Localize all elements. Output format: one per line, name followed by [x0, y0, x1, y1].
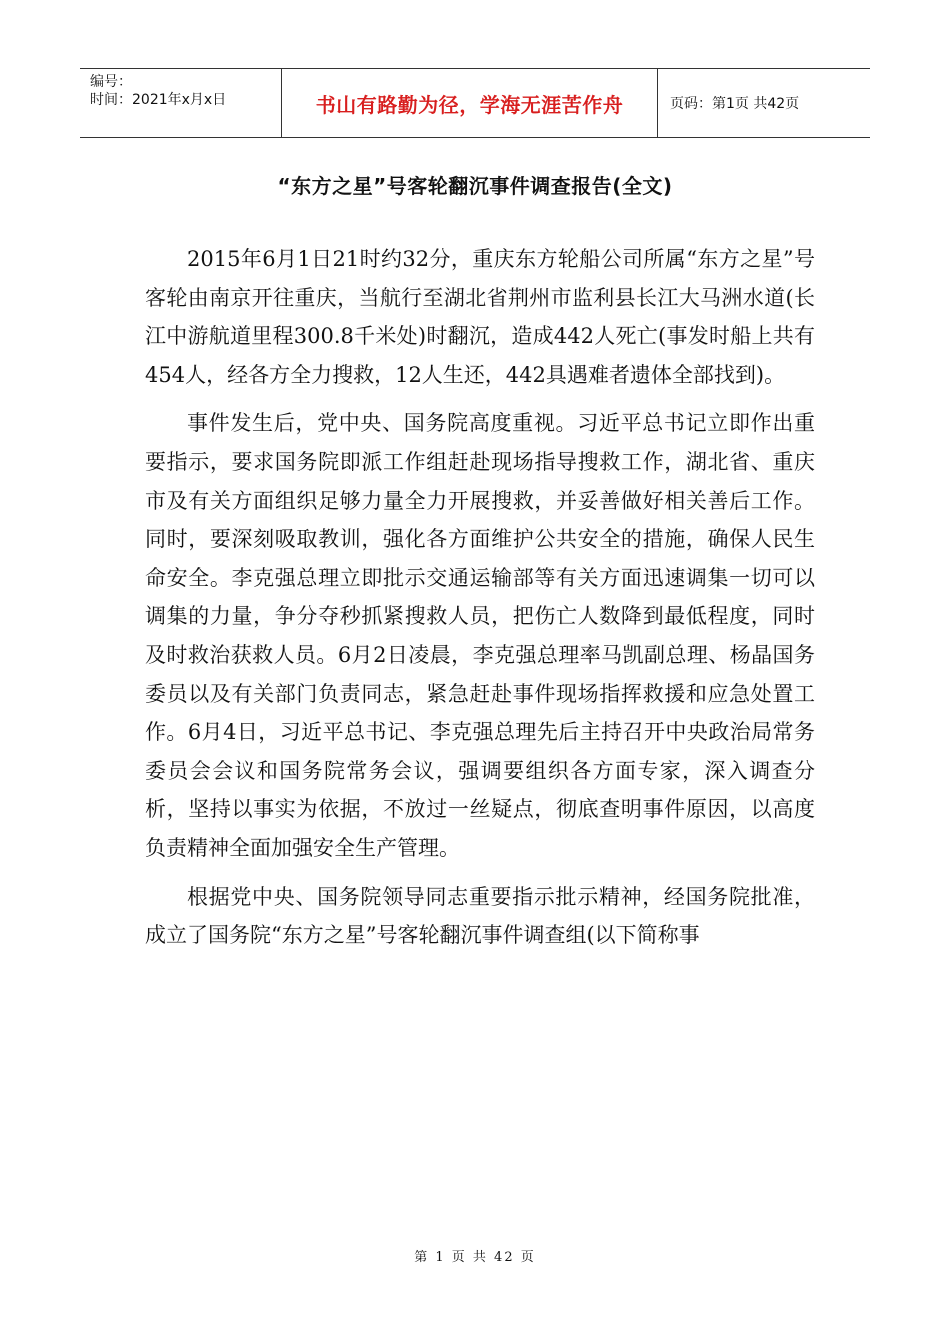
document-title: “东方之星”号客轮翻沉事件调查报告(全文)	[277, 174, 673, 198]
header-page-info: 页码：第1页 共42页	[670, 96, 800, 112]
paragraph: 事件发生后，党中央、国务院高度重视。习近平总书记立即作出重要指示，要求国务院即派工作组赶赴现场指导搜救工作，湖北省、重庆市及有关方面组织足够力量全力开展搜救，并妥善做好相关善后工作。同时，要深刻吸取教训，强化各方面维护公共安全的措施，确保人民生命安全。李克强总理立即批示交通运输部等有关方面迅速调集一切可以调集的力量，争分夺秒抓紧搜救人员，把伤亡人数降到最低程度，同时及时救治获救人员。6月2日凌晨，李克强总理率马凯副总理、杨晶国务委员以及有关部门负责同志，紧急赶赴事件现场指挥救援和应急处置工作。6月4日，习近平总书记、李克强总理先后主持召开中央政治局常务委员会会议和国务院常务会议，强调要组织各方面专家，深入调查分析，坚持以事实为依据，不放过一丝疑点，彻底查明事件原因，以高度负责精神全面加强安全生产管理。	[145, 411, 815, 860]
paragraph: 根据党中央、国务院领导同志重要指示批示精神，经国务院批准，成立了国务院“东方之星”号客轮翻沉事件调查组(以下简称事	[145, 884, 815, 948]
document-header	[80, 68, 870, 138]
header-motto: 书山有路勤为径，学海无涯苦作舟	[282, 69, 658, 137]
header-meta	[80, 69, 282, 137]
document-number-label: 编号：	[90, 74, 132, 90]
paragraph: 2015年6月1日21时约32分，重庆东方轮船公司所属“东方之星”号客轮由南京开往重庆，当航行至湖北省荆州市监利县长江大马洲水道(长江中游航道里程300.8千米处)时翻沉，造成442人死亡(事发时船上共有454人，经各方全力搜救，12人生还，442具遇难者遗体全部找到)。	[145, 247, 815, 387]
page-footer: 第 1 页 共 42 页	[414, 1250, 536, 1265]
document-body	[145, 240, 815, 965]
document-time-label: 时间：2021年x月x日	[90, 92, 227, 108]
